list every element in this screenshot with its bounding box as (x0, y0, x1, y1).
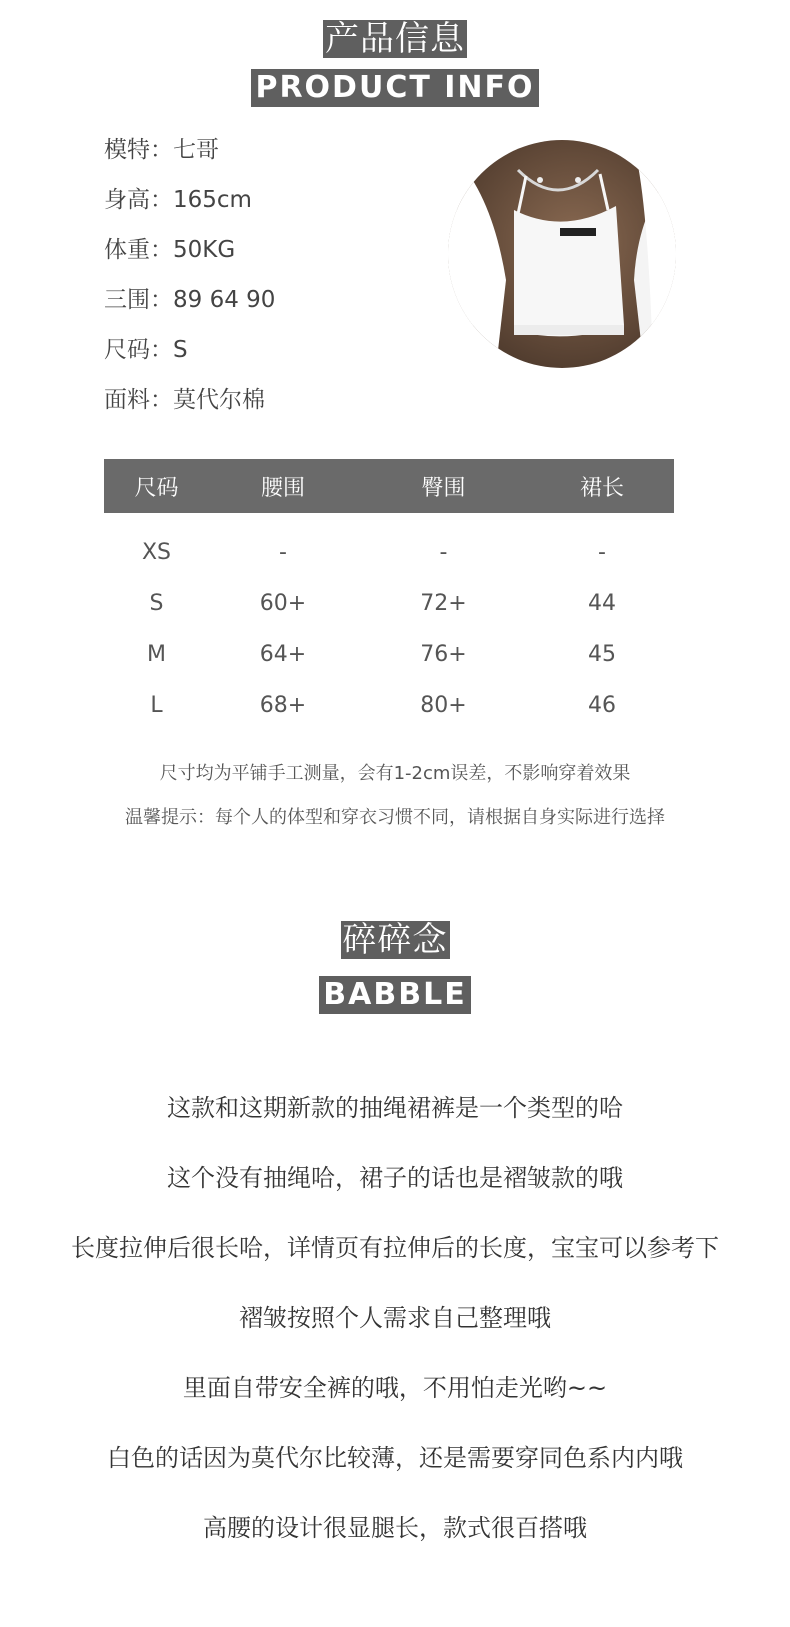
column-header-size: 尺码 (134, 475, 179, 501)
model-photo-illustration (448, 140, 676, 368)
model-info-row (104, 333, 275, 383)
column-header-hip: 臀围 (421, 475, 466, 501)
model-info-row (104, 283, 275, 333)
info-value: 165cm (173, 187, 252, 213)
info-label: 三围： (104, 287, 173, 313)
table-cell: 46 (588, 693, 616, 718)
babble-line: 长度拉伸后很长哈，详情页有拉伸后的长度，宝宝可以参考下 (71, 1234, 719, 1262)
tip-note: 温馨提示：每个人的体型和穿衣习惯不同，请根据自身实际进行选择 (125, 807, 665, 828)
info-header-en: PRODUCT INFO (0, 69, 790, 107)
info-label: 身高： (104, 187, 173, 213)
table-cell: 45 (588, 642, 616, 667)
info-value: 七哥 (173, 137, 219, 163)
model-info-list (104, 133, 275, 433)
info-label: 体重： (104, 237, 173, 263)
table-cell: - (439, 540, 448, 565)
babble-line: 这款和这期新款的抽绳裙裤是一个类型的哈 (167, 1094, 623, 1122)
table-cell: M (147, 642, 166, 667)
table-cell: - (598, 540, 606, 565)
table-cell: 72+ (420, 591, 467, 616)
table-cell: 80+ (420, 693, 467, 718)
info-label: 面料： (104, 387, 173, 413)
info-value: S (173, 337, 188, 363)
babble-line: 白色的话因为莫代尔比较薄，还是需要穿同色系内内哦 (107, 1444, 683, 1472)
table-cell: 60+ (259, 591, 307, 616)
table-cell: S (149, 591, 164, 616)
babble-header-cn: 碎碎念 (342, 920, 448, 960)
info-value: 89 64 90 (173, 287, 276, 313)
table-row (104, 680, 674, 731)
table-cell: XS (141, 540, 172, 565)
table-cell: 64+ (259, 642, 307, 667)
size-table-header (104, 459, 674, 513)
info-value: 莫代尔棉 (173, 387, 265, 413)
babble-line: 里面自带安全裤的哦，不用怕走光哟~~ (182, 1374, 608, 1402)
model-photo (448, 140, 676, 368)
model-info-row (104, 233, 275, 283)
column-header-waist: 腰围 (260, 475, 305, 501)
model-info-row (104, 133, 275, 183)
measurement-note: 尺寸均为平铺手工测量，会有1-2cm误差，不影响穿着效果 (159, 763, 631, 784)
table-cell: 68+ (259, 693, 307, 718)
info-header-cn: 产品信息 (325, 19, 465, 59)
babble-line: 这个没有抽绳哈，裙子的话也是褶皱款的哦 (167, 1164, 623, 1192)
size-table (104, 459, 674, 731)
table-cell: 76+ (420, 642, 467, 667)
table-row (104, 527, 674, 578)
table-row (104, 629, 674, 680)
babble-line: 褶皱按照个人需求自己整理哦 (239, 1304, 551, 1332)
table-cell: 44 (588, 591, 616, 616)
table-cell: L (150, 693, 163, 718)
column-header-length: 裙长 (579, 475, 624, 501)
babble-header-en: BABBLE (0, 976, 790, 1014)
table-row (104, 578, 674, 629)
model-info-row (104, 383, 275, 433)
info-value: 50KG (173, 237, 236, 263)
model-info-row (104, 183, 275, 233)
info-label: 尺码： (104, 337, 173, 363)
table-cell: - (279, 540, 287, 565)
babble-line: 高腰的设计很显腿长，款式很百搭哦 (203, 1514, 587, 1542)
info-label: 模特： (104, 137, 173, 163)
